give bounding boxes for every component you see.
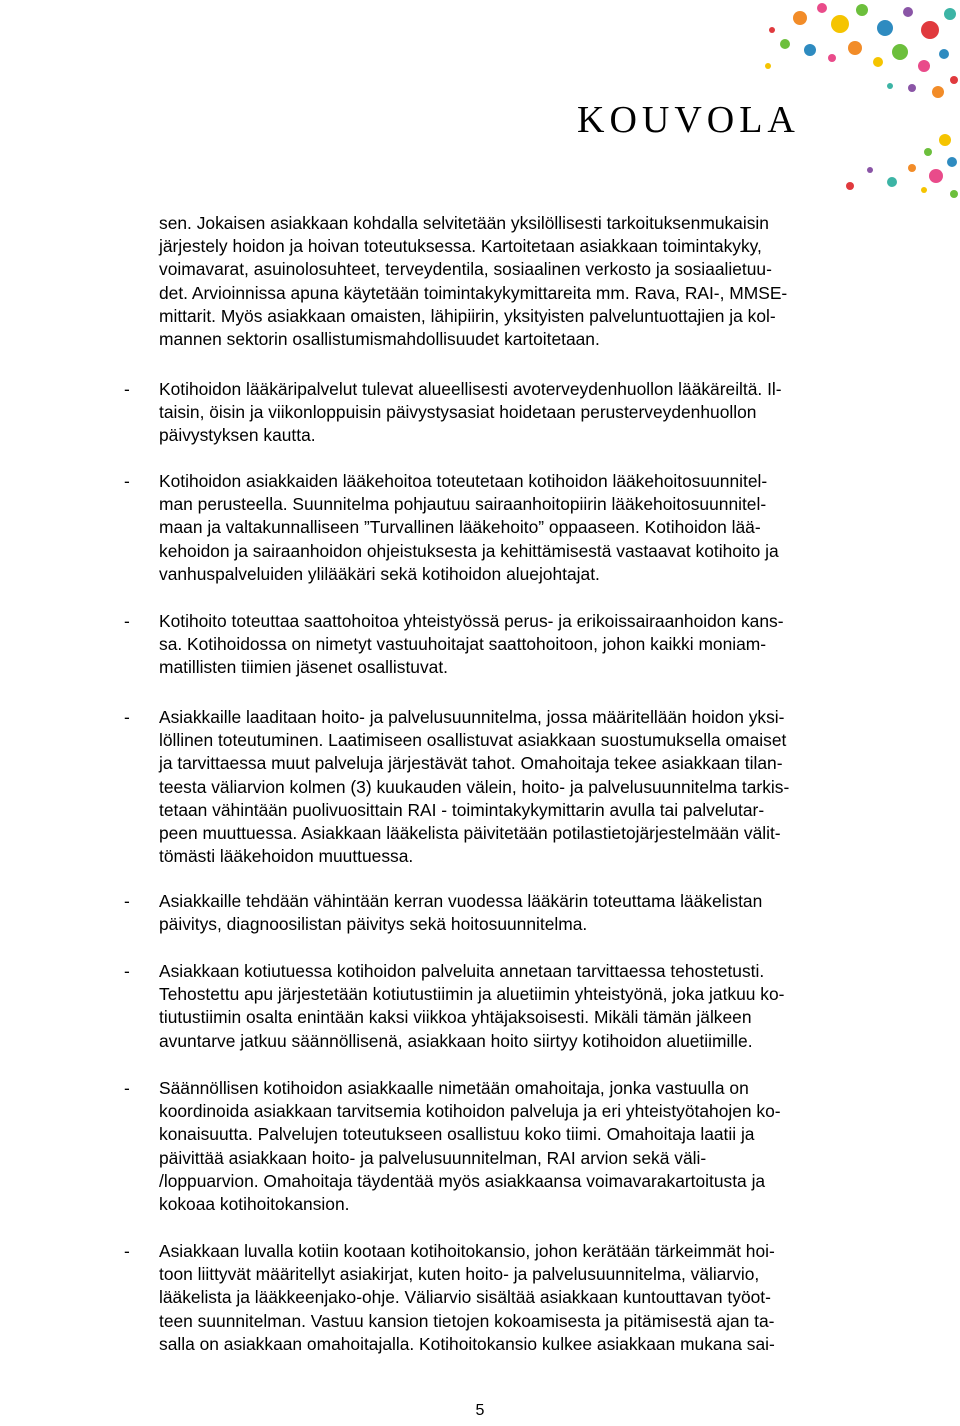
list-dash: - xyxy=(124,611,130,631)
list-item-text: Asiakkaille tehdään vähintään kerran vuodessa lääkärin toteuttama lääkelistan päivitys, diagnoosilistan päivitys sekä hoitosuunnitelma. xyxy=(159,891,763,935)
list-item xyxy=(124,378,889,448)
kouvola-logo xyxy=(540,0,960,200)
list-dash: - xyxy=(124,961,130,981)
list-item xyxy=(124,1240,889,1356)
list-item xyxy=(124,1077,889,1216)
list-dash: - xyxy=(124,471,130,491)
list-dash: - xyxy=(124,1078,130,1098)
list-dash: - xyxy=(124,379,130,399)
list-item-text: Kotihoidon asiakkaiden lääkehoitoa toteutetaan kotihoidon lääkehoitosuunnitel- man perusteella. Suunnitelma pohjautuu sairaanhoitopiirin lääkehoitosuunnitel- maan ja valtakunnalliseen ”Turvallinen lääkehoito” oppaaseen. Kotihoidon lää- kehoidon ja sairaanhoidon ohjeistuksesta ja kehittämisestä vastaavat kotihoito ja vanhuspalveluiden ylilääkäri sekä kotihoidon aluejohtajat. xyxy=(159,471,779,584)
list-item-text: Asiakkaan kotiutuessa kotihoidon palveluita annetaan tarvittaessa tehostetusti. Tehostettu apu järjestetään kotiutustiimin ja aluetiimin yhteistyönä, joka jatkuu ko- tiutustiimin osalta enintään kaksi viikkoa yhtäjaksoisesti. Mikäli tämän jälkeen avuntarve jatkuu säännöllisenä, asiakkaan hoito siirtyy kotihoidon aluetiimille. xyxy=(159,961,785,1051)
page-number: 5 xyxy=(475,1402,485,1419)
list-dash: - xyxy=(124,707,130,727)
logo-wordmark: KOUVOLA xyxy=(577,99,800,141)
list-item xyxy=(124,960,889,1053)
list-item xyxy=(124,610,889,680)
intro-paragraph: sen. Jokaisen asiakkaan kohdalla selvitetään yksilöllisesti tarkoituksenmukaisin järjestely hoidon ja hoivan toteutuksessa. Kartoitetaan asiakkaan toimintakyky, voimavarat, asuinolosuhteet, terveydentila, sosiaalinen verkosto ja sosiaalietuu- det. Arvioinnissa apuna käytetään toimintakykymittareita mm. Rava, RAI-, MMSE- mittarit. Myös asiakkaan omaisten, lähipiirin, yksityisten palveluntuottajien ja kol- mannen sektorin osallistumismahdollisuudet kartoitetaan. xyxy=(159,213,788,350)
list-item xyxy=(124,706,889,868)
list-item xyxy=(124,470,889,586)
list-item-text: Säännöllisen kotihoidon asiakkaalle nimetään omahoitaja, jonka vastuulla on koordinoida asiakkaan tarvitsemia kotihoidon palveluja ja eri yhteistyötahojen ko- konaisuutta. Palvelujen toteutukseen osallistuu koko tiimi. Omahoitaja laatii ja päivittää asiakkaan hoito- ja palvelusuunnitelman, RAI arvion sekä väli- /loppuarvion. Omahoitaja täydentää myös asiakkaansa voimavarakartoitusta ja kokoaa kotihoitokansion. xyxy=(159,1078,781,1215)
list-dash: - xyxy=(124,1241,130,1261)
list-item-text: Kotihoidon lääkäripalvelut tulevat alueellisesti avoterveydenhuollon lääkäreiltä. Il- taisin, öisin ja viikonloppuisin päivystysasiat hoidetaan perusterveydenhuollon päivystyksen kautta. xyxy=(159,379,782,446)
list-item-text: Asiakkaille laaditaan hoito- ja palvelusuunnitelma, jossa määritellään hoidon yksi- löllinen toteutuminen. Laatimiseen osallistuvat asiakkaan suostumuksella omaiset ja tarvittaessa muut palveluja järjestävät tahot. Omahoitaja tekee asiakkaan tilan- teesta väliarvion kolmen (3) kuukauden välein, hoito- ja palvelusuunnitelma tarkis- tetaan vähintään puolivuosittain RAI - toimintakykymittarin avulla tai palvelutar- peen muuttuessa. Asiakkaan lääkelista päivitetään potilastietojärjestelmään välit- tömästi lääkehoidon muuttuessa. xyxy=(159,707,790,867)
list-item-text: Asiakkaan luvalla kotiin kootaan kotihoitokansio, johon kerätään tärkeimmät hoi- toon liittyvät määritellyt asiakirjat, kuten hoito- ja palvelusuunnitelma, väliarvio, lääkelista ja lääkkeenjako-ohje. Väliarvio sisältää asiakkaan kuntouttavan työot- teen suunnitelman. Vastuu kansion tietojen kokoamisesta ja pitämisestä ajan ta- salla on asiakkaan omahoitajalla. Kotihoitokansio kulkee asiakkaan mukana sai- xyxy=(159,1241,775,1354)
list-item-text: Kotihoito toteuttaa saattohoitoa yhteistyössä perus- ja erikoissairaanhoidon kans- sa. Kotihoidossa on nimetyt vastuuhoitajat saattohoitoon, johon kaikki moniam- matillisten tiimien jäsenet osallistuvat. xyxy=(159,611,784,678)
list-dash: - xyxy=(124,891,130,911)
list-item xyxy=(124,890,889,936)
